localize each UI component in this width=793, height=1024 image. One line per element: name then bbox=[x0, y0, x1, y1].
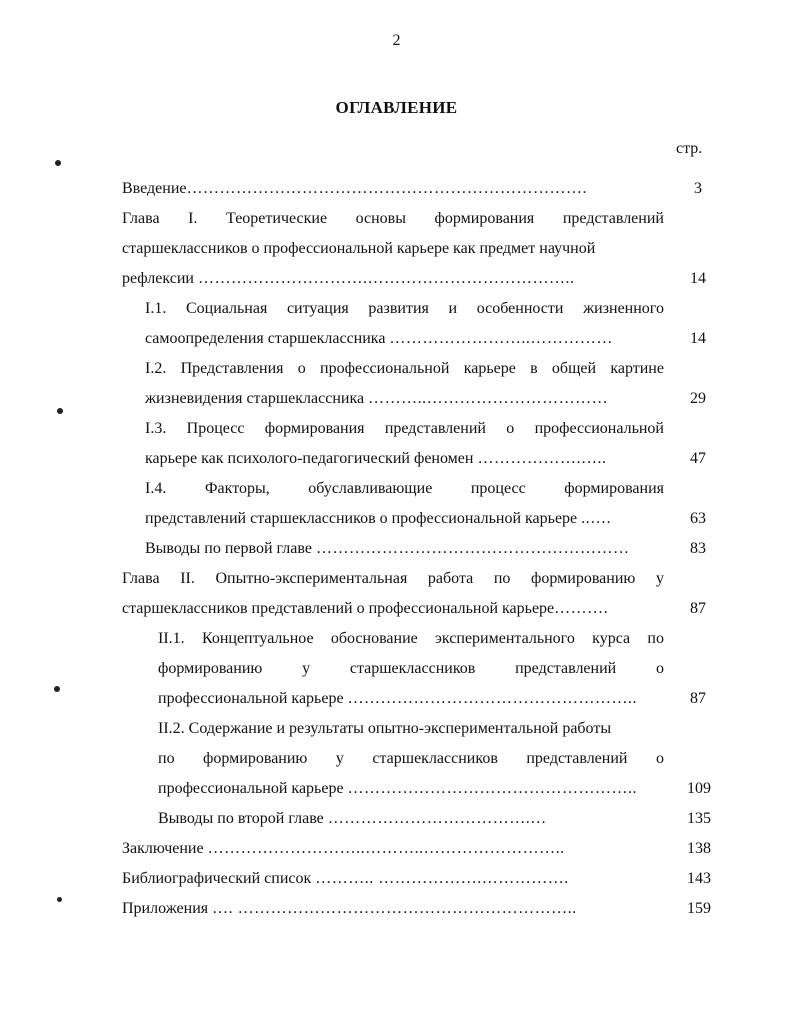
word: Глава bbox=[122, 570, 160, 587]
scan-mark bbox=[57, 897, 62, 902]
word: Глава bbox=[122, 210, 160, 227]
entry-title-line-2: старшеклассников представлений о профессиональной карьере bbox=[122, 600, 555, 617]
toc-entry-conclusions-1[interactable] bbox=[145, 534, 664, 564]
word: о bbox=[655, 750, 664, 767]
word: I.1. bbox=[145, 300, 167, 317]
page-ref: 159 bbox=[687, 900, 711, 917]
entry-title-line-1 bbox=[158, 624, 664, 654]
entry-title: Библиографический список bbox=[122, 870, 312, 887]
word: у bbox=[655, 570, 664, 587]
leader-dots: ……………………..…………… bbox=[389, 330, 613, 347]
page-ref: 135 bbox=[687, 810, 711, 827]
scan-mark bbox=[54, 686, 60, 692]
entry-title-line-1 bbox=[145, 294, 664, 324]
leader-dots: ………. bbox=[554, 600, 609, 617]
leader-dots: ………..…………………………… bbox=[368, 390, 609, 407]
entry-title: Выводы по второй главе bbox=[158, 810, 324, 827]
entry-title-line-3: рефлексии bbox=[122, 270, 194, 287]
entry-title-line-2: старшеклассников о профессиональной карьере как предмет научной bbox=[122, 240, 596, 257]
word: у bbox=[302, 660, 311, 677]
page-number: 2 bbox=[392, 32, 401, 49]
leader-dots: …. …………………………………………………….. bbox=[212, 900, 577, 917]
word: по bbox=[647, 630, 664, 647]
word: и bbox=[448, 300, 458, 317]
entry-title: Выводы по первой главе bbox=[145, 540, 312, 557]
toc-entry-section-2-1[interactable] bbox=[158, 624, 664, 714]
toc-entry-section-1-3[interactable] bbox=[145, 414, 664, 474]
word: старшеклассников bbox=[349, 660, 476, 677]
leader-dots: ……………….….. bbox=[477, 450, 607, 467]
word: о bbox=[655, 660, 664, 677]
word: Концептуальное bbox=[201, 630, 314, 647]
word: особенности bbox=[476, 300, 564, 317]
page-ref: 47 bbox=[690, 450, 706, 467]
word: курса bbox=[592, 630, 631, 647]
entry-title-line-2: жизневидения старшеклассника bbox=[145, 390, 365, 407]
toc-entry-intro[interactable] bbox=[122, 174, 662, 204]
word: I. bbox=[188, 210, 198, 227]
entry-title-line-2: карьере как психолого-педагогический феномен bbox=[145, 450, 474, 467]
toc-entry-chapter-1[interactable] bbox=[122, 204, 664, 294]
page-ref: 63 bbox=[690, 510, 706, 527]
word: о bbox=[297, 360, 306, 377]
word: формированию bbox=[203, 750, 308, 767]
word: I.4. bbox=[145, 480, 167, 497]
toc-entry-section-2-2[interactable] bbox=[158, 714, 664, 804]
entry-title-line-2: самоопределения старшеклассника bbox=[145, 330, 386, 347]
word: развития bbox=[368, 300, 429, 317]
word: старшеклассников bbox=[372, 750, 498, 767]
entry-title-line-3: профессиональной карьере bbox=[158, 780, 344, 797]
word: Теоретические bbox=[226, 210, 328, 227]
leader-dots: …………………………………………….. bbox=[347, 780, 638, 797]
toc-entry-appendices[interactable] bbox=[122, 894, 664, 924]
word: обуславливающие bbox=[308, 480, 433, 497]
word: жизненного bbox=[583, 300, 664, 317]
word: карьере bbox=[463, 360, 516, 377]
scan-mark bbox=[55, 160, 61, 166]
word: Процесс bbox=[186, 420, 245, 437]
word: формирования bbox=[564, 480, 664, 497]
word: формированию bbox=[158, 660, 263, 677]
leader-dots: ………………………..………..…………………….. bbox=[207, 840, 565, 857]
toc-entry-section-1-2[interactable] bbox=[145, 354, 664, 414]
toc-entry-conclusions-2[interactable] bbox=[158, 804, 664, 834]
word: общей bbox=[551, 360, 597, 377]
entry-title-line-3: профессиональной карьере bbox=[158, 690, 344, 707]
word: профессиональной bbox=[320, 360, 450, 377]
leader-dots: …………………………………………….. bbox=[347, 690, 638, 707]
page-ref: 143 bbox=[687, 870, 711, 887]
entry-title-line-1 bbox=[145, 414, 664, 444]
toc-entry-section-1-4[interactable] bbox=[145, 474, 664, 534]
entry-title: Заключение bbox=[122, 840, 204, 857]
scan-mark bbox=[57, 408, 63, 414]
toc-entry-chapter-2[interactable] bbox=[122, 564, 664, 624]
entry-title-line-2 bbox=[158, 654, 664, 684]
word: представлений bbox=[562, 210, 664, 227]
word: в bbox=[530, 360, 538, 377]
word: Социальная bbox=[185, 300, 268, 317]
page-ref: 3 bbox=[694, 180, 702, 197]
word: II.1. bbox=[158, 630, 185, 647]
word: формирования bbox=[264, 420, 365, 437]
word: экспериментального bbox=[435, 630, 575, 647]
word: о bbox=[506, 420, 515, 437]
leader-dots: ………………………….……………………………….. bbox=[197, 270, 575, 287]
leader-dots: ..…. bbox=[581, 510, 612, 527]
leader-dots: ………………………………………………… bbox=[315, 540, 630, 557]
word: Факторы, bbox=[204, 480, 270, 497]
entry-title: Введение bbox=[122, 180, 187, 197]
page-ref: 14 bbox=[690, 270, 706, 287]
entry-title-line-1 bbox=[122, 204, 664, 234]
word: I.3. bbox=[145, 420, 167, 437]
word: процесс bbox=[470, 480, 526, 497]
leader-dots: ………………………………………………………………. bbox=[186, 180, 587, 197]
page-ref: 87 bbox=[690, 600, 706, 617]
word: по bbox=[493, 570, 511, 587]
leader-dots: ……………………………….… bbox=[327, 810, 547, 827]
entry-title-line-1 bbox=[122, 564, 664, 594]
toc-entry-section-1-1[interactable] bbox=[145, 294, 664, 354]
page-ref: 29 bbox=[690, 390, 706, 407]
word: представлений bbox=[515, 660, 617, 677]
toc-entry-conclusion[interactable] bbox=[122, 834, 664, 864]
word: I.2. bbox=[145, 360, 167, 377]
page-title: ОГЛАВЛЕНИЕ bbox=[335, 98, 458, 117]
word: картине bbox=[610, 360, 664, 377]
word: формирования bbox=[434, 210, 535, 227]
word: профессиональной bbox=[534, 420, 664, 437]
word: основы bbox=[355, 210, 406, 227]
page-ref: 87 bbox=[690, 690, 706, 707]
word: формированию bbox=[531, 570, 636, 587]
page-ref: 83 bbox=[690, 540, 706, 557]
word: ситуация bbox=[286, 300, 349, 317]
entry-title-line-2: представлений старшеклассников о профессиональной карьере bbox=[145, 510, 578, 527]
word: работа bbox=[427, 570, 474, 587]
word: представлений bbox=[384, 420, 486, 437]
word: представлений bbox=[526, 750, 628, 767]
entry-title: Приложения bbox=[122, 900, 209, 917]
entry-title-line-2 bbox=[158, 744, 664, 774]
page-column-label: стр. bbox=[676, 140, 703, 157]
entry-title-line-1: II.2. Содержание и результаты опытно-экспериментальной работы bbox=[158, 720, 612, 737]
entry-title-line-1 bbox=[145, 474, 664, 504]
leader-dots: ……….. ……………….……………. bbox=[315, 870, 569, 887]
toc-entry-bibliography[interactable] bbox=[122, 864, 664, 894]
word: Представления bbox=[180, 360, 284, 377]
page-ref: 14 bbox=[690, 330, 706, 347]
page-ref: 138 bbox=[687, 840, 711, 857]
page-ref: 109 bbox=[687, 780, 711, 797]
word: у bbox=[335, 750, 344, 767]
word: Опытно-экспериментальная bbox=[215, 570, 408, 587]
word: обоснование bbox=[330, 630, 418, 647]
word: II. bbox=[180, 570, 195, 587]
word: по bbox=[158, 750, 175, 767]
entry-title-line-1 bbox=[145, 354, 664, 384]
